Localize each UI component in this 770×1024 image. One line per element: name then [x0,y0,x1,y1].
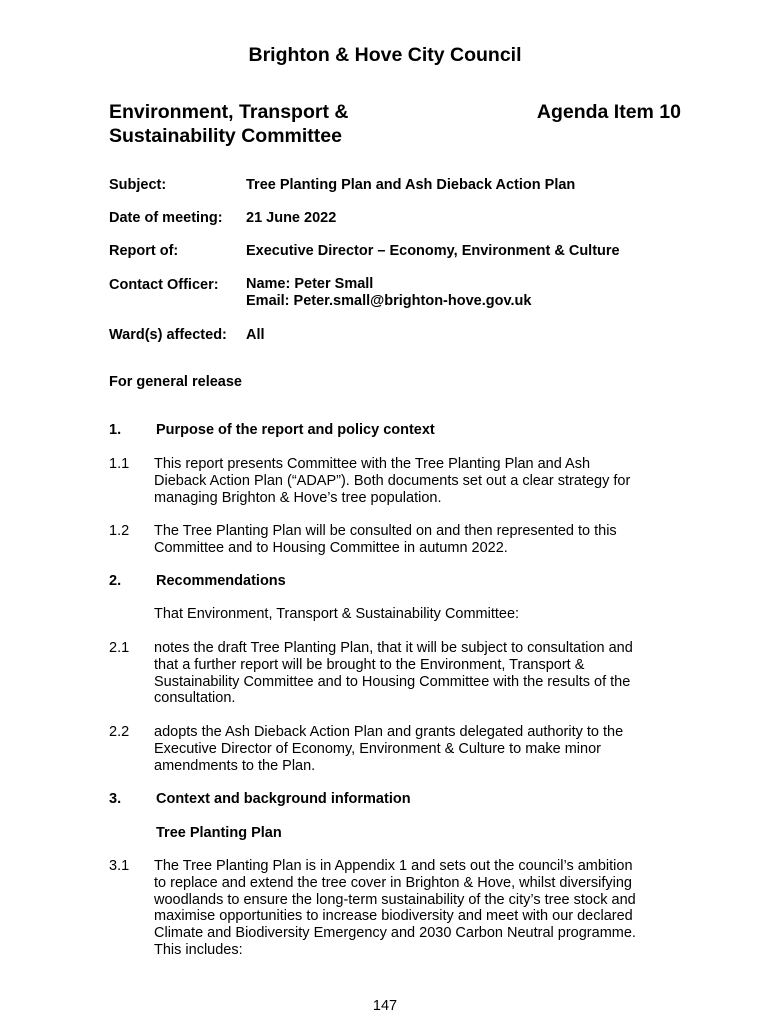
para-line: adopts the Ash Dieback Action Plan and grants delegated authority to the [154,724,624,740]
section-3-number: 3. [109,791,122,807]
recommendations-intro: That Environment, Transport & Sustainability Committee: [154,606,520,622]
section-2-number: 2. [109,573,122,589]
section-1-title: Purpose of the report and policy context [156,422,435,438]
wards-value: All [246,327,265,343]
para-line: The Tree Planting Plan is in Appendix 1 and sets out the council’s ambition [154,858,633,874]
para-3-1-number: 3.1 [109,858,130,874]
para-line: amendments to the Plan. [154,757,316,774]
report-of-label: Report of: [109,243,179,259]
committee-name-line2: Sustainability Committee [109,125,342,147]
para-line: woodlands to ensure the long-term sustainability of the city’s tree stock and [154,891,636,908]
para-line: to replace and extend the tree cover in Brighton & Hove, whilst diversifying [154,874,632,891]
section-2-title: Recommendations [156,573,286,589]
contact-name: Name: Peter Small [246,276,374,292]
para-2-1-number: 2.1 [109,640,130,656]
para-line: This includes: [154,941,243,958]
para-3-1-text [154,858,636,959]
agenda-item: Agenda Item 10 [536,101,681,123]
section-1-number: 1. [109,422,122,438]
subject-label: Subject: [109,177,167,193]
para-2-2-text [154,724,623,774]
para-line: Sustainability Committee and to Housing Committee with the results of the [154,673,631,690]
committee-name [109,100,348,148]
contact-email: Email: Peter.small@brighton-hove.gov.uk [246,293,532,309]
para-line: Executive Director of Economy, Environment & Culture to make minor [154,740,601,757]
para-1-1-number: 1.1 [109,456,130,472]
para-line: The Tree Planting Plan will be consulted on and then represented to this [154,523,617,539]
committee-name-line1: Environment, Transport & [109,101,349,123]
para-line: that a further report will be brought to the Environment, Transport & [154,656,585,673]
para-1-2-number: 1.2 [109,523,130,539]
tree-planting-subheading: Tree Planting Plan [156,825,282,841]
para-line: maximise opportunities to increase biodiversity and meet with our declared [154,908,633,925]
para-line: Climate and Biodiversity Emergency and 2030 Carbon Neutral programme. [154,925,636,942]
council-title: Brighton & Hove City Council [248,44,522,66]
date-label: Date of meeting: [109,210,223,226]
para-line: notes the draft Tree Planting Plan, that it will be subject to consultation and [154,640,633,656]
para-line: Committee and to Housing Committee in autumn 2022. [154,539,508,556]
para-line: consultation. [154,690,236,707]
contact-officer-value [246,276,531,310]
para-line: Dieback Action Plan (“ADAP”). Both documents set out a clear strategy for [154,472,631,489]
para-2-1-text [154,640,633,707]
date-value: 21 June 2022 [246,210,337,226]
para-line: This report presents Committee with the Tree Planting Plan and Ash [154,456,591,472]
report-of-value: Executive Director – Economy, Environment & Culture [246,243,620,259]
contact-officer-label: Contact Officer: [109,277,219,293]
section-3-title: Context and background information [156,791,411,807]
release-status: For general release [109,374,242,390]
page-number: 147 [372,998,398,1014]
para-line: managing Brighton & Hove’s tree population. [154,489,442,506]
wards-label: Ward(s) affected: [109,327,227,343]
para-2-2-number: 2.2 [109,724,130,740]
para-1-2-text [154,523,617,557]
subject-value: Tree Planting Plan and Ash Dieback Action Plan [246,177,576,193]
para-1-1-text [154,456,630,506]
